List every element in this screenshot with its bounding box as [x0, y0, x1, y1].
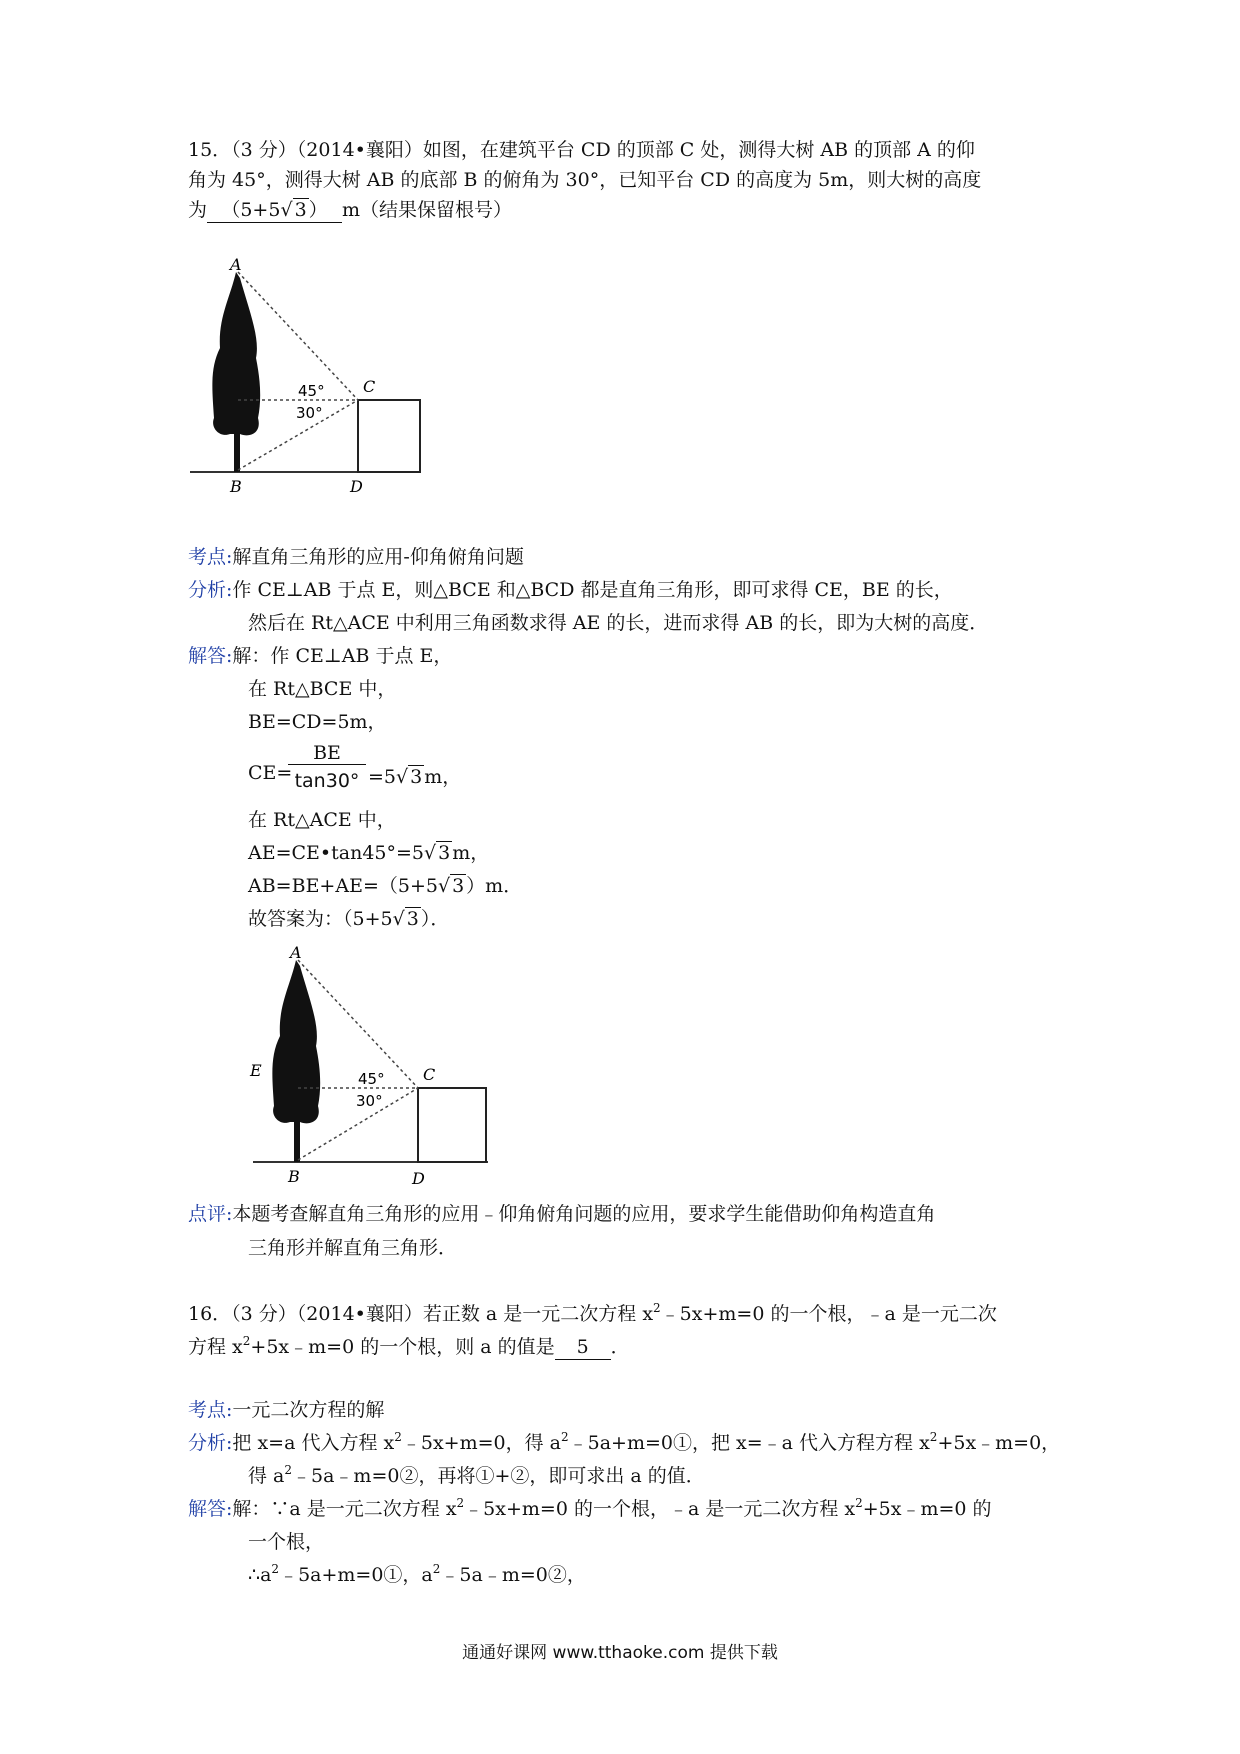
q16-jieda: 解答:解：∵a 是一元二次方程 $x^2﹣5x+m=0$ 的一个根，﹣a 是一元二次方程 $x^2+5x﹣m=0$ 的 — [188, 1496, 992, 1520]
q15-figure-2 — [248, 944, 498, 1188]
q15-step-8: 故答案为：（5+5√ 3 ）． — [248, 908, 450, 930]
fig1-label-c: C — [363, 377, 376, 396]
q16-fenxi: 分析:把 x=a 代入方程 $x^2﹣5x+m=0$，得 $a^2﹣5a+m=0①$，把 x=﹣a 代入方程方程 $x^2+5x﹣m=0$， — [188, 1430, 1061, 1454]
q16-jieda-2: 一个根， — [248, 1531, 325, 1553]
fig1-label-d: D — [350, 477, 363, 496]
fig2-label-b: B — [288, 1167, 300, 1186]
q15-step-6: AE=CE•tan45°=5√ 3 m， — [248, 842, 490, 864]
q15-fenxi: 分析:作 CE⊥AB 于点 E，则△BCE 和△BCD 都是直角三角形，即可求得 CE，BE 的长， — [188, 579, 953, 601]
q15-answer-blank: （5+5√ 3 ） — [207, 198, 342, 223]
q15-kaodian: 考点:解直角三角形的应用-仰角俯角问题 — [188, 546, 524, 568]
fig2-label-e: E — [250, 1061, 262, 1080]
q15-dianping: 点评:本题考查解直角三角形的应用﹣仰角俯角问题的应用，要求学生能借助仰角构造直角 — [188, 1203, 936, 1225]
q16-jieda-3: $\therefore a^2﹣5a+m=0①$，$a^2﹣5a﹣m=0②$， — [248, 1562, 586, 1586]
fig1-angle-30: 30° — [296, 404, 323, 422]
q15-jieda: 解答:解：作 CE⊥AB 于点 E， — [188, 645, 453, 667]
q15-stem-line-2: 角为 45°，测得大树 AB 的底部 B 的俯角为 30°，已知平台 CD 的高度为 5m，则大树的高度 — [188, 169, 982, 191]
q15-dianping-2: 三角形并解直角三角形． — [248, 1237, 458, 1259]
q15-fenxi-2: 然后在 Rt△ACE 中利用三角函数求得 AE 的长，进而求得 AB 的长，即为大树的高度． — [248, 612, 989, 634]
q15-step-3: BE=CD=5m， — [248, 711, 387, 733]
fig2-label-a: A — [290, 944, 302, 962]
q15-stem-line-3: 为 （5+5√ 3 ） m（结果保留根号） — [188, 199, 513, 221]
fig1-label-b: B — [230, 477, 242, 496]
q15-step-2: 在 Rt△BCE 中， — [248, 678, 397, 700]
fig2-angle-45: 45° — [358, 1070, 385, 1088]
q16-stem-line-2: 方程 $x^2+5x﹣m=0$ 的一个根，则 a 的值是 5 ． — [188, 1334, 630, 1358]
q15-stem-line-1: 15．（3 分）（2014•襄阳）如图，在建筑平台 CD 的顶部 C 处，测得大树 AB 的顶部 A 的仰 — [188, 139, 975, 161]
q15-step-5: 在 Rt△ACE 中， — [248, 809, 396, 831]
q16-fenxi-2: 得 $a^2﹣5a﹣m=0②$，再将①+②，即可求出 a 的值． — [248, 1463, 705, 1487]
q16-stem-line-1: 16．（3 分）（2014•襄阳）若正数 a 是一元二次方程 $x^2﹣5x+m=0$ 的一个根，﹣a 是一元二次 — [188, 1301, 997, 1325]
fig1-label-a: A — [230, 258, 242, 274]
page-footer: 通通好课网 www.tthaoke.com 提供下载 — [462, 1643, 778, 1663]
q15-figure-1 — [190, 258, 430, 498]
fig2-label-c: C — [423, 1065, 436, 1084]
q16-answer-blank: 5 — [555, 1335, 611, 1360]
fig1-angle-45: 45° — [298, 382, 325, 400]
q15-step-7: AB=BE+AE=（5+5√ 3 ）m． — [248, 875, 523, 897]
fig2-angle-30: 30° — [356, 1092, 383, 1110]
q16-kaodian: 考点:一元二次方程的解 — [188, 1399, 385, 1421]
fig2-label-d: D — [412, 1169, 425, 1188]
